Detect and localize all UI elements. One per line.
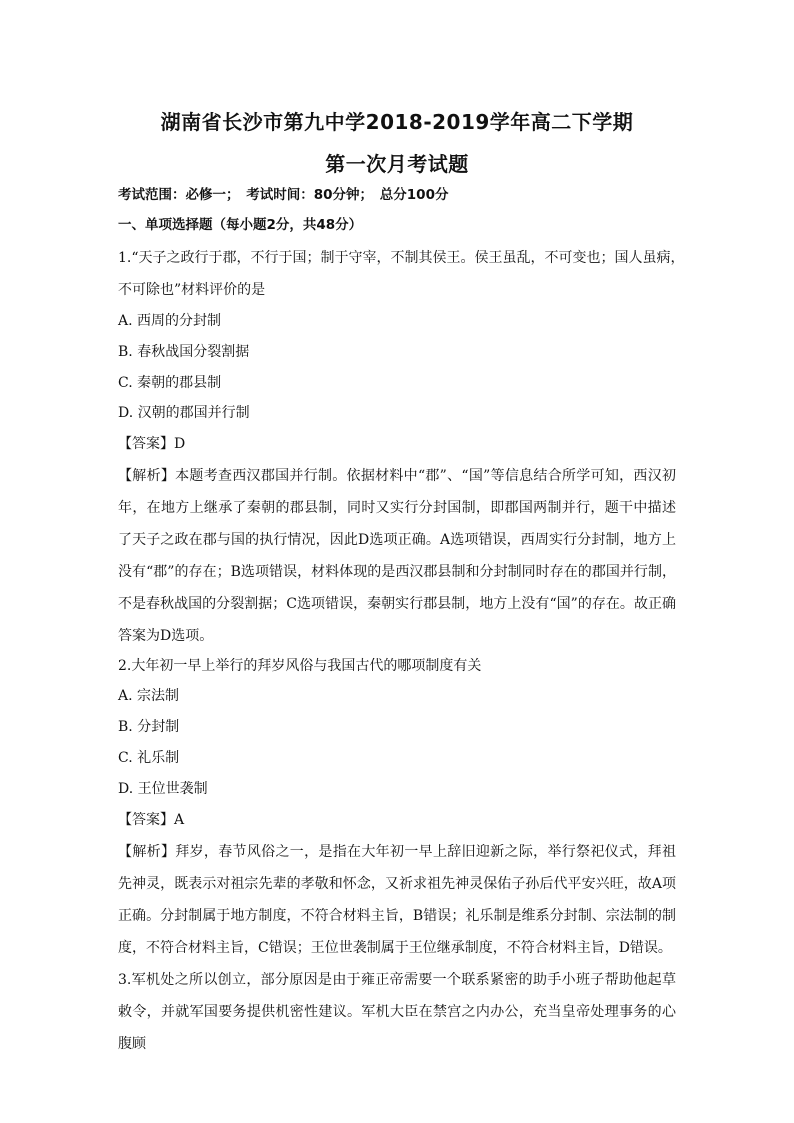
question-1-option-b: B. 春秋战国分裂割据 [118, 344, 250, 360]
document-title-line2: 第一次月考试题 [325, 152, 469, 176]
question-1-option-c: C. 秦朝的郡县制 [118, 375, 222, 391]
exam-info: 考试范围：必修一； 考试时间：80分钟； 总分100分 [118, 187, 449, 203]
question-2-analysis: 【解析】拜岁，春节风俗之一，是指在大年初一早上辞旧迎新之际，举行祭祀仪式，拜祖先神灵，既表示对祖宗先辈的孝敬和怀念，又祈求祖先神灵保佑子孙后代平安兴旺，故A项正确。分封制属于地方制度，不符合材料主旨，B错误；礼乐制是维系分封制、宗法制的制度，不符合材料主旨，C错误；王位世袭制属于王位继承制度，不符合材料主旨，D错误。 [118, 844, 676, 956]
question-1-stem-line2: 不可除也”材料评价的是 [118, 282, 266, 298]
question-1-analysis: 【解析】本题考查西汉郡国并行制。依据材料中“郡”、“国”等信息结合所学可知，西汉初年，在地方上继承了秦朝的郡县制，同时又实行分封国制，即郡国两制并行，题干中描述了天子之政在郡与国的执行情况，因此D选项正确。A选项错误，西周实行分封制，地方上没有“郡”的存在；B选项错误，材料体现的是西汉郡县制和分封制同时存在的郡国并行制，不是春秋战国的分裂割据；C选项错误，秦朝实行郡县制，地方上没有“国”的存在。故正确答案为D选项。 [118, 468, 676, 644]
question-1-option-d: D. 汉朝的郡国并行制 [118, 405, 250, 421]
question-1-option-a: A. 西周的分封制 [118, 313, 222, 329]
section-heading: 一、单项选择题（每小题2分，共48分） [118, 217, 363, 233]
question-1-answer: 【答案】D [118, 436, 186, 452]
question-2-answer: 【答案】A [118, 812, 185, 828]
question-3-stem: 3.军机处之所以创立，部分原因是由于雍正帝需要一个联系紧密的助手小班子帮助他起草敕令，并就军国要务提供机密性建议。军机大臣在禁宫之内办公，充当皇帝处理事务的心腹顾 [118, 972, 676, 1052]
question-2-stem: 2.大年初一早上举行的拜岁风俗与我国古代的哪项制度有关 [118, 658, 482, 674]
document-title-line1: 湖南省长沙市第九中学2018-2019学年高二下学期 [160, 110, 634, 134]
question-2-option-a: A. 宗法制 [118, 688, 180, 704]
question-2-option-c: C. 礼乐制 [118, 750, 180, 766]
question-1-stem-line1: 1.“天子之政行于郡，不行于国；制于守宰，不制其侯王。侯王虽乱，不可变也；国人虽病， [118, 250, 685, 266]
question-2-option-b: B. 分封制 [118, 719, 180, 735]
question-2-option-d: D. 王位世袭制 [118, 781, 208, 797]
